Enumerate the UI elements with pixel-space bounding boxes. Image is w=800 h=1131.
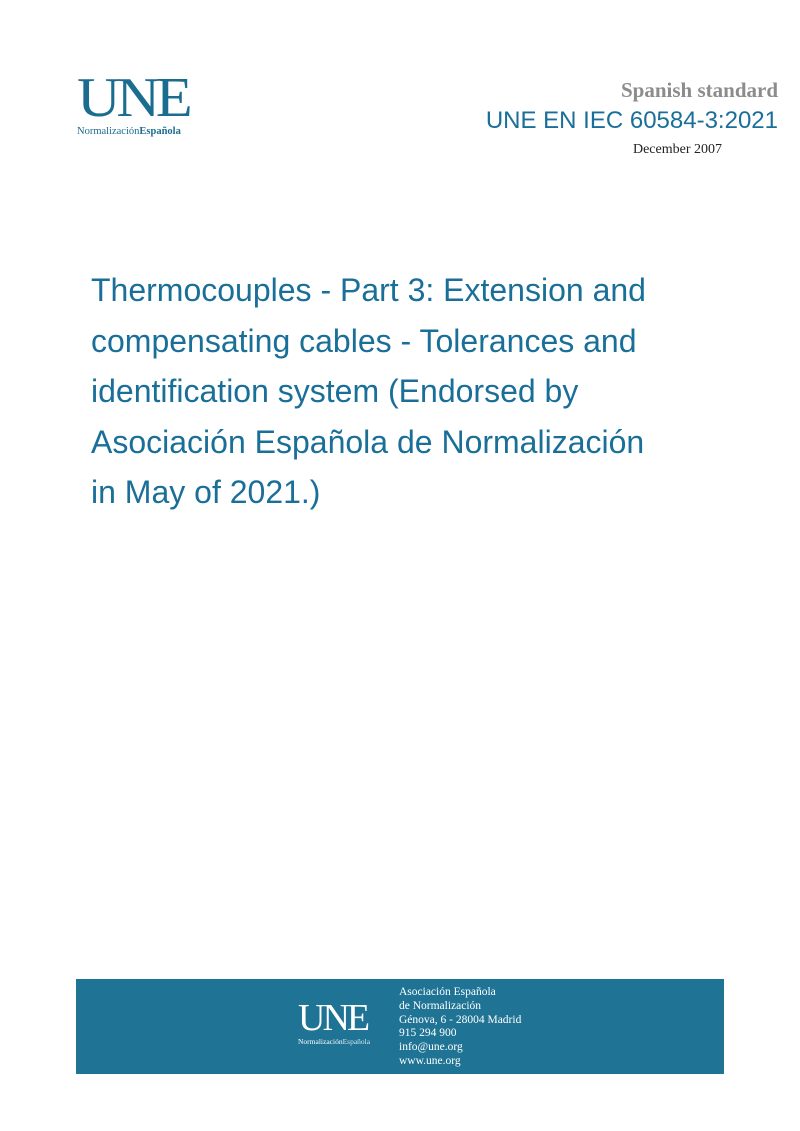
address-line: de Normalización [399, 999, 482, 1012]
title-line: in May of 2021.) [91, 474, 321, 510]
document-type: Spanish standard [621, 78, 778, 102]
footer-logo-subtitle [298, 1037, 370, 1046]
footer-logo [298, 997, 371, 1046]
logo-sub-regular: Normalización [77, 126, 140, 137]
email-address[interactable]: info@une.org [399, 1041, 463, 1054]
address-line: Génova, 6 - 28004 Madrid [399, 1013, 522, 1026]
footer-logo-mark: UNE [298, 997, 368, 1039]
logo-sub-bold: Española [139, 126, 181, 137]
title-line: Asociación Española de Normalización [91, 423, 645, 460]
une-logo-mark: UNE [77, 67, 189, 129]
document-date: December 2007 [632, 142, 722, 157]
title-line: compensating cables - Tolerances and [91, 322, 637, 359]
title-line: Thermocouples - Part 3: Extension and [91, 272, 646, 308]
phone-number: 915 294 900 [399, 1027, 457, 1040]
document-code: UNE EN IEC 60584-3:2021 [485, 107, 778, 134]
footer-logo-sub-regular: Normalización [298, 1037, 343, 1046]
title-line: identification system (Endorsed by [91, 373, 579, 409]
address-line: Asociación Española [399, 986, 496, 998]
footer-logo-sub-bold: Española [342, 1037, 371, 1046]
footer-address [399, 986, 521, 1069]
document-meta [486, 78, 778, 158]
document-title [91, 265, 711, 518]
footer-banner [76, 979, 724, 1074]
website-link[interactable]: www.une.org [399, 1054, 461, 1067]
une-logo [77, 67, 193, 137]
